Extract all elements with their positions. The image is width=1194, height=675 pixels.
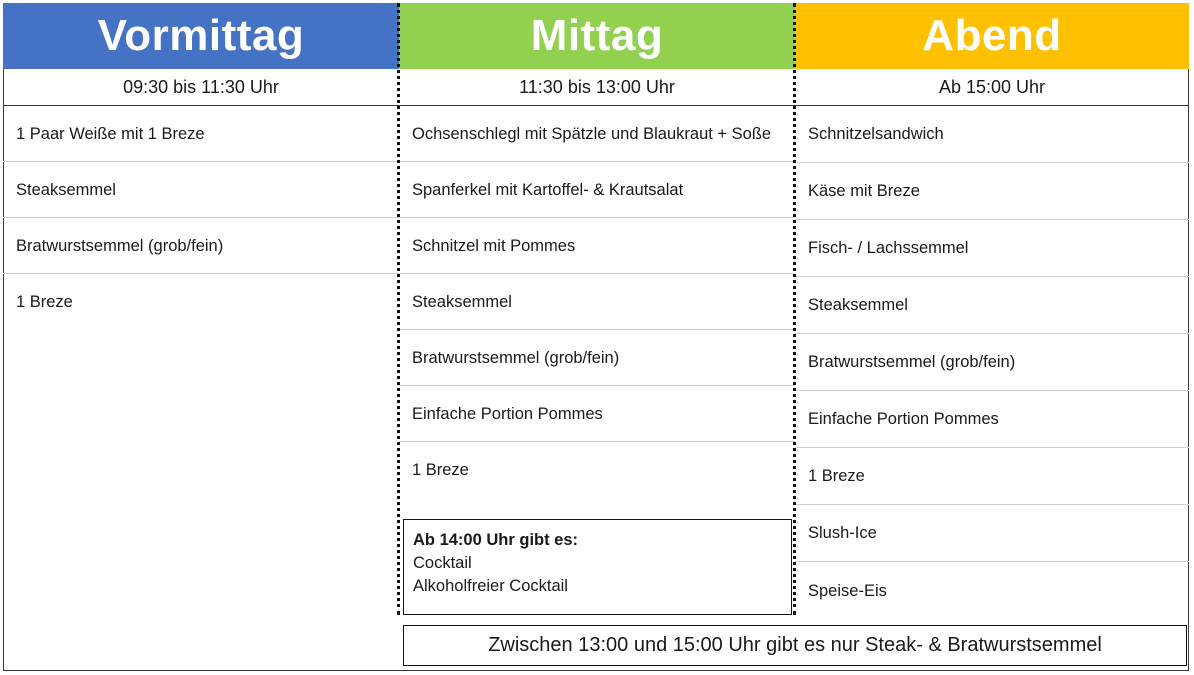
menu-item: Bratwurstsemmel (grob/fein)	[399, 330, 795, 386]
menu-item: Einfache Portion Pommes	[399, 386, 795, 442]
menu-item: Spanferkel mit Kartoffel- & Krautsalat	[399, 162, 795, 218]
menu-item: Steaksemmel	[399, 274, 795, 330]
menu-item: Einfache Portion Pommes	[795, 391, 1189, 448]
item-list-vormittag	[3, 106, 399, 330]
menu-item: Ochsenschlegl mit Spätzle und Blaukraut + Soße	[399, 106, 795, 162]
dotted-divider-left	[397, 3, 400, 615]
menu-item: Schnitzel mit Pommes	[399, 218, 795, 274]
menu-item: Speise-Eis	[808, 581, 887, 600]
item-list-abend	[795, 106, 1189, 619]
column-time-mittag: 11:30 bis 13:00 Uhr	[399, 69, 795, 106]
cocktail-box-title: Ab 14:00 Uhr gibt es:	[413, 531, 579, 549]
menu-item: 1 Breze	[412, 461, 469, 479]
menu-item: 1 Breze	[795, 448, 1189, 505]
dotted-divider-right	[793, 3, 796, 615]
menu-item: Steaksemmel	[3, 162, 399, 218]
menu-item: 1 Breze	[16, 293, 73, 311]
column-time-vormittag: 09:30 bis 11:30 Uhr	[3, 69, 399, 106]
menu-item: Bratwurstsemmel (grob/fein)	[795, 334, 1189, 391]
item-list-mittag	[399, 106, 795, 498]
column-title-mittag: Mittag	[399, 3, 795, 69]
menu-item: Steaksemmel	[795, 277, 1189, 334]
menu-item: Käse mit Breze	[795, 163, 1189, 220]
cocktail-box	[403, 519, 792, 615]
column-time-abend: Ab 15:00 Uhr	[795, 69, 1189, 106]
menu-item: Schnitzelsandwich	[795, 106, 1189, 163]
menu-item: Slush-Ice	[795, 505, 1189, 562]
menu-item: 1 Paar Weiße mit 1 Breze	[3, 106, 399, 162]
cocktail-item: Alkoholfreier Cocktail	[413, 577, 568, 595]
footer-note: Zwischen 13:00 und 15:00 Uhr gibt es nur Steak- & Bratwurstsemmel	[403, 625, 1187, 666]
menu-item: Fisch- / Lachssemmel	[795, 220, 1189, 277]
column-mittag	[399, 3, 795, 498]
cocktail-item: Cocktail	[413, 554, 472, 572]
menu-item: Bratwurstsemmel (grob/fein)	[3, 218, 399, 274]
column-title-abend: Abend	[795, 3, 1189, 69]
column-title-vormittag: Vormittag	[3, 3, 399, 69]
column-vormittag	[3, 3, 399, 330]
column-abend	[795, 3, 1189, 619]
